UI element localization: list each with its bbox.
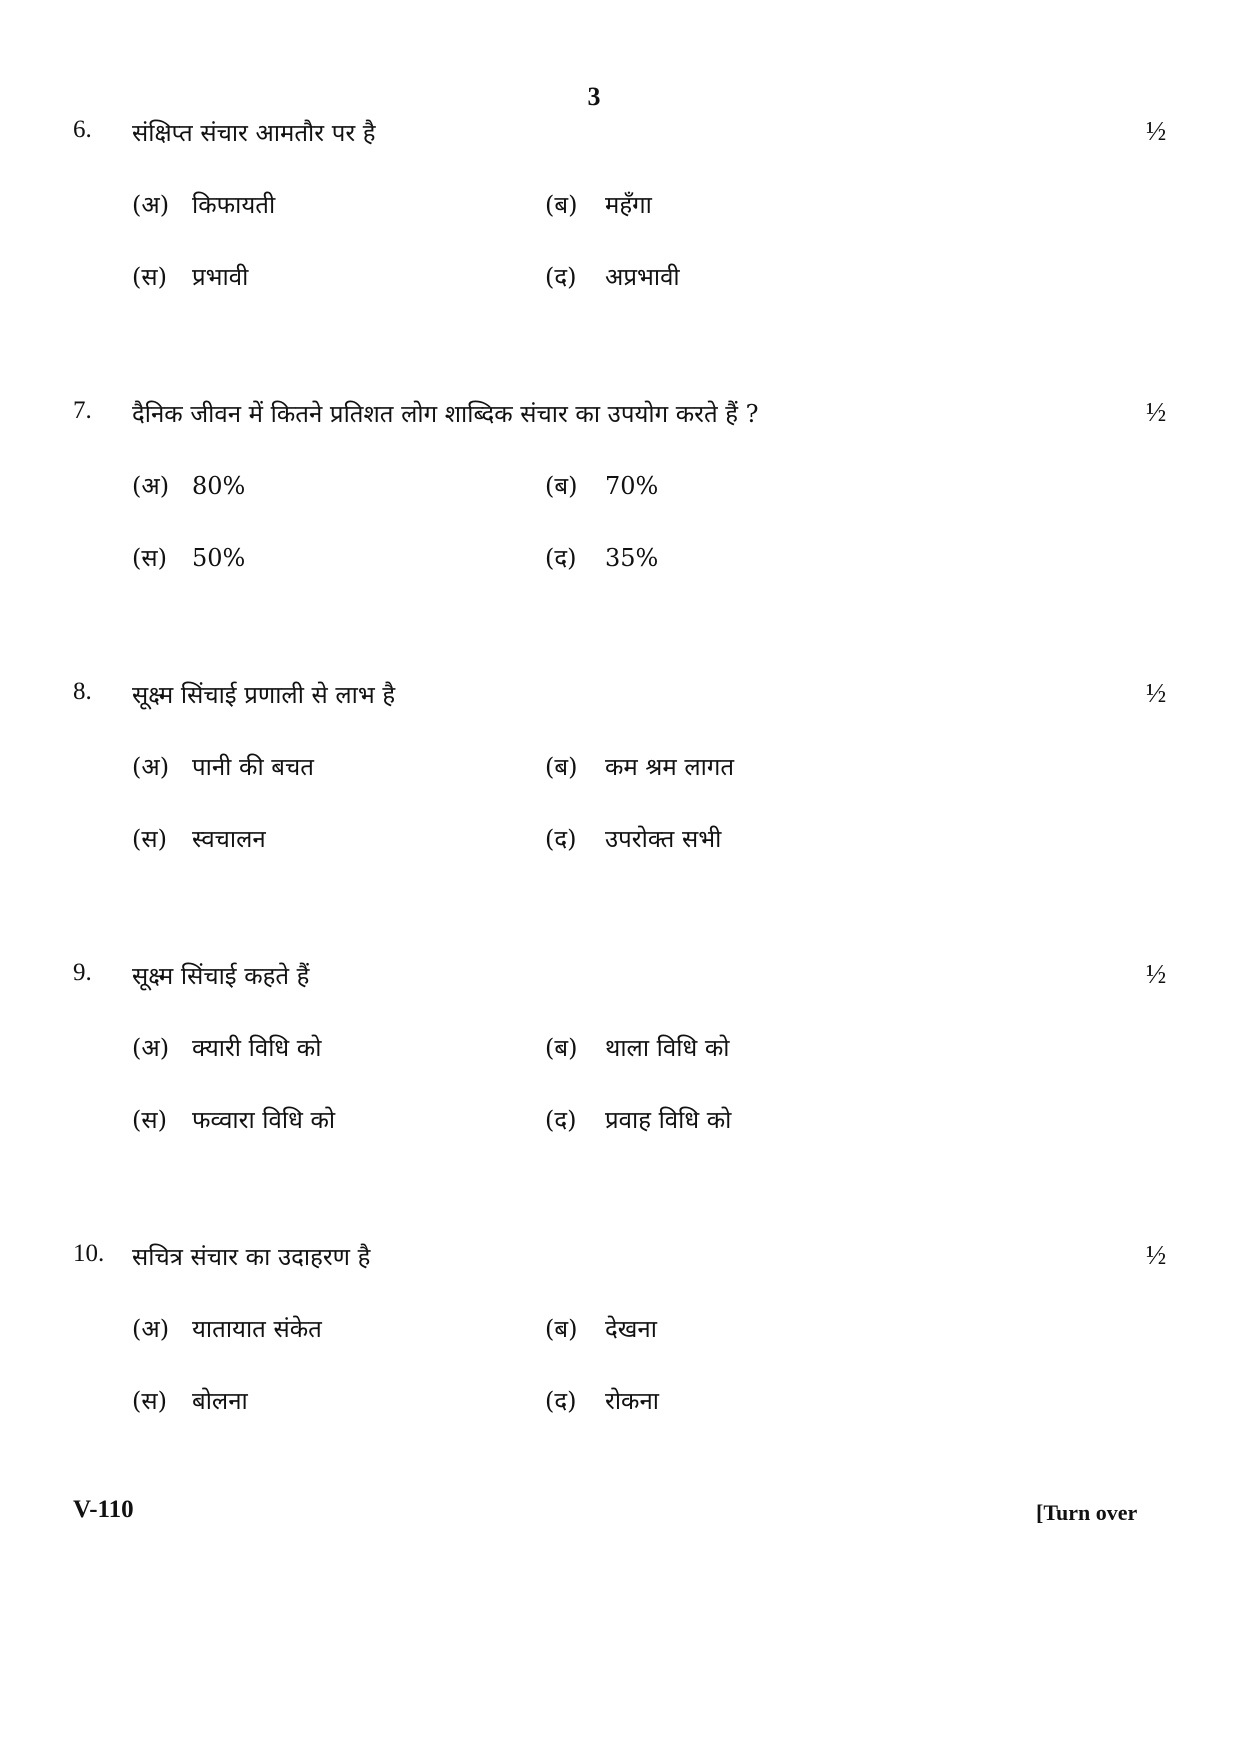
option-d xyxy=(545,822,721,855)
option-text: 50% xyxy=(192,544,246,572)
question-marks: ½ xyxy=(1146,1240,1167,1270)
option-text: प्रभावी xyxy=(192,263,249,291)
option-text: 70% xyxy=(605,472,659,500)
option-text: अप्रभावी xyxy=(605,263,680,291)
option-b xyxy=(545,188,652,221)
option-a xyxy=(132,750,314,783)
option-text: क्यारी विधि को xyxy=(192,1034,322,1062)
question-text: सूक्ष्म सिंचाई कहते हैं xyxy=(132,962,310,990)
option-d xyxy=(545,541,658,574)
option-label: (स) xyxy=(132,544,167,572)
question-marks: ½ xyxy=(1146,397,1167,427)
option-text: 80% xyxy=(192,472,246,500)
option-text: पानी की बचत xyxy=(192,753,314,781)
option-label: (अ) xyxy=(132,1315,170,1343)
option-text: महँगा xyxy=(605,191,652,219)
question-text: सचित्र संचार का उदाहरण है xyxy=(132,1243,371,1271)
question-number: 6. xyxy=(73,116,92,143)
option-d xyxy=(545,1384,659,1417)
option-c xyxy=(132,1384,248,1417)
option-label: (द) xyxy=(545,1106,577,1134)
option-label: (द) xyxy=(545,544,577,572)
option-text: स्वचालन xyxy=(192,825,266,853)
option-text: उपरोक्त सभी xyxy=(605,825,722,853)
option-a xyxy=(132,188,275,221)
option-a xyxy=(132,469,245,502)
option-label: (ब) xyxy=(545,472,578,500)
paper-code: V-110 xyxy=(73,1496,134,1523)
option-a xyxy=(132,1031,321,1064)
option-d xyxy=(545,260,680,293)
option-label: (ब) xyxy=(545,191,578,219)
option-label: (स) xyxy=(132,263,167,291)
option-c xyxy=(132,260,248,293)
question-number: 9. xyxy=(73,959,92,986)
option-label: (द) xyxy=(545,263,577,291)
question-text: संक्षिप्त संचार आमतौर पर है xyxy=(132,119,376,147)
option-b xyxy=(545,469,658,502)
option-c xyxy=(132,1103,335,1136)
option-text: रोकना xyxy=(605,1387,659,1415)
option-label: (द) xyxy=(545,825,577,853)
option-label: (स) xyxy=(132,825,167,853)
option-label: (द) xyxy=(545,1387,577,1415)
option-a xyxy=(132,1312,322,1345)
question-8 xyxy=(0,678,1241,878)
option-text: कम श्रम लागत xyxy=(605,753,735,781)
option-text: प्रवाह विधि को xyxy=(605,1106,732,1134)
question-text: सूक्ष्म सिंचाई प्रणाली से लाभ है xyxy=(132,681,396,709)
option-label: (ब) xyxy=(545,1315,578,1343)
option-text: थाला विधि को xyxy=(605,1034,730,1062)
option-label: (स) xyxy=(132,1106,167,1134)
option-text: यातायात संकेत xyxy=(192,1315,322,1343)
question-number: 10. xyxy=(73,1240,105,1267)
question-9 xyxy=(0,959,1241,1159)
option-label: (अ) xyxy=(132,472,170,500)
option-b xyxy=(545,1312,657,1345)
option-c xyxy=(132,541,245,574)
option-text: किफायती xyxy=(192,191,276,219)
question-marks: ½ xyxy=(1146,678,1167,708)
question-text: दैनिक जीवन में कितने प्रतिशत लोग शाब्दिक संचार का उपयोग करते हैं ? xyxy=(132,400,759,428)
page-number: 3 xyxy=(587,82,601,111)
option-label: (स) xyxy=(132,1387,167,1415)
question-marks: ½ xyxy=(1146,959,1167,989)
option-b xyxy=(545,750,734,783)
turn-over-note: [Turn over xyxy=(1036,1500,1138,1525)
option-label: (अ) xyxy=(132,753,170,781)
question-10 xyxy=(0,1240,1241,1440)
question-number: 7. xyxy=(73,397,92,424)
option-label: (ब) xyxy=(545,753,578,781)
option-text: 35% xyxy=(605,544,659,572)
option-c xyxy=(132,822,266,855)
option-text: बोलना xyxy=(192,1387,248,1415)
option-d xyxy=(545,1103,731,1136)
option-text: देखना xyxy=(605,1315,657,1343)
option-label: (ब) xyxy=(545,1034,578,1062)
option-text: फव्वारा विधि को xyxy=(192,1106,336,1134)
question-marks: ½ xyxy=(1146,116,1167,146)
option-b xyxy=(545,1031,729,1064)
question-number: 8. xyxy=(73,678,92,705)
option-label: (अ) xyxy=(132,191,170,219)
question-6 xyxy=(0,116,1241,316)
question-7 xyxy=(0,397,1241,597)
option-label: (अ) xyxy=(132,1034,170,1062)
